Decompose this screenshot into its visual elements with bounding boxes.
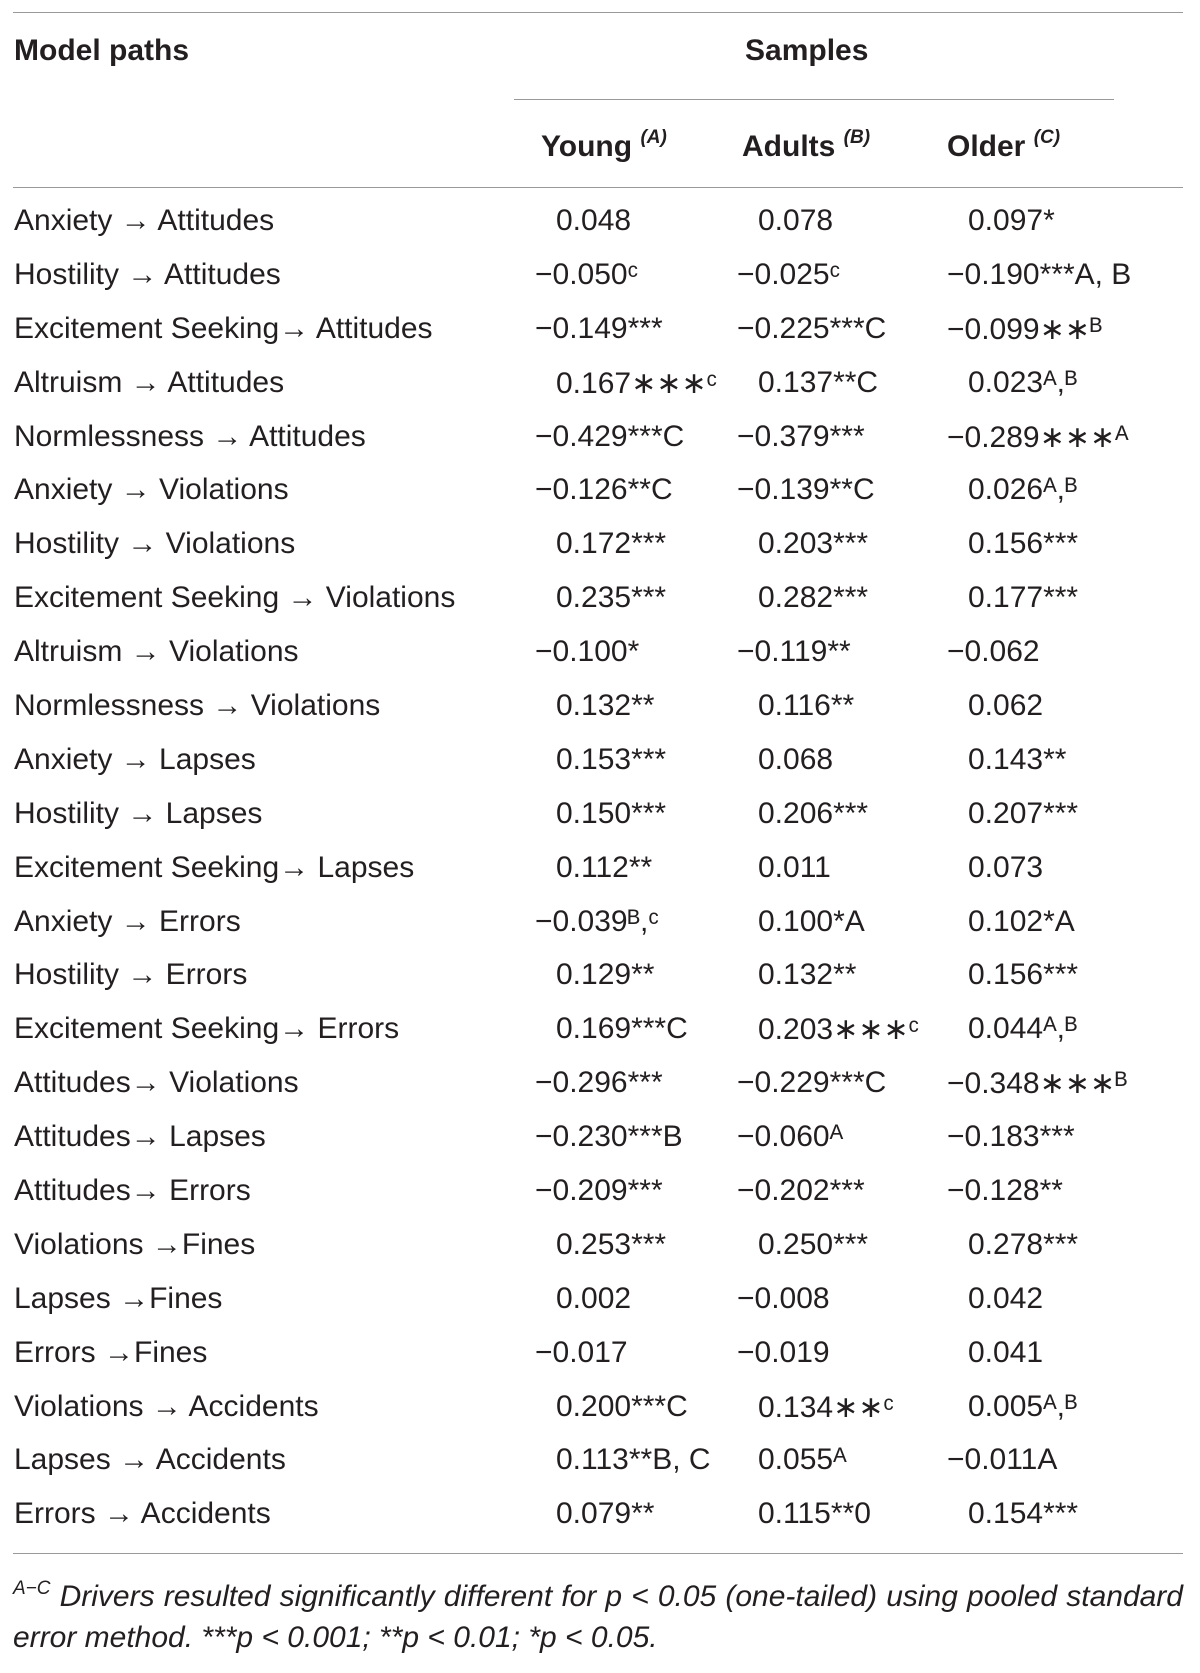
cell-young: 0.153*** bbox=[556, 742, 667, 776]
cell-model-path: Excitement Seeking → Violations bbox=[14, 581, 456, 615]
cell-adults: 0.116** bbox=[758, 689, 855, 723]
header-row-2 bbox=[13, 93, 1183, 187]
header-model-paths: Model paths bbox=[14, 34, 190, 67]
cell-model-path: Attitudes→ Lapses bbox=[14, 1120, 266, 1154]
cell-young: −0.296*** bbox=[535, 1066, 663, 1100]
cell-model-path: Altruism → Attitudes bbox=[14, 365, 285, 399]
table-row bbox=[13, 1274, 1183, 1328]
cell-adults: −0.008 bbox=[737, 1281, 830, 1315]
cell-older: −0.190***A, B bbox=[947, 257, 1132, 291]
cell-model-path: Violations →Fines bbox=[14, 1227, 256, 1261]
cell-model-path: Altruism → Violations bbox=[14, 635, 299, 669]
cell-adults: −0.202*** bbox=[737, 1174, 865, 1208]
cell-young: 0.235*** bbox=[556, 581, 667, 615]
cell-model-path: Excitement Seeking→ Lapses bbox=[14, 850, 415, 884]
header-row-1 bbox=[13, 13, 1183, 93]
table-row bbox=[13, 950, 1183, 1004]
cell-model-path: Violations → Accidents bbox=[14, 1389, 319, 1423]
cell-adults: 0.115**0 bbox=[758, 1497, 871, 1531]
header-older: Older $^{(C)}$ bbox=[947, 127, 1061, 163]
cell-adults: 0.203∗∗∗ᶜ bbox=[758, 1013, 920, 1047]
table-row bbox=[13, 1004, 1183, 1058]
cell-model-path: Anxiety → Attitudes bbox=[14, 204, 275, 237]
cell-older: 0.023ᴬ,ᴮ bbox=[968, 365, 1078, 399]
cell-model-path: Anxiety → Lapses bbox=[14, 742, 256, 776]
cell-model-path: Hostility → Lapses bbox=[14, 796, 263, 830]
table-row bbox=[13, 304, 1183, 358]
cell-older: −0.128** bbox=[947, 1174, 1063, 1208]
cell-adults: 0.100*A bbox=[758, 904, 865, 938]
cell-older: 0.041 bbox=[968, 1335, 1044, 1369]
cell-young: 0.113**B, C bbox=[556, 1443, 711, 1477]
cell-model-path: Anxiety → Errors bbox=[14, 904, 241, 938]
cell-young: −0.429***C bbox=[535, 419, 685, 453]
header-adults: Adults $^{(B)}$ bbox=[742, 127, 871, 163]
cell-young: 0.253*** bbox=[556, 1227, 667, 1261]
results-table bbox=[13, 12, 1183, 1658]
cell-adults: 0.132** bbox=[758, 958, 857, 992]
cell-young: 0.002 bbox=[556, 1281, 632, 1315]
cell-older: 0.005ᴬ,ᴮ bbox=[968, 1389, 1078, 1423]
cell-older: 0.207*** bbox=[968, 796, 1079, 830]
cell-young: 0.167∗∗∗ᶜ bbox=[556, 366, 718, 400]
cell-adults: −0.139**C bbox=[737, 473, 875, 507]
cell-young: 0.169***C bbox=[556, 1012, 688, 1046]
cell-model-path: Lapses →Fines bbox=[14, 1281, 223, 1315]
cell-adults: 0.055ᴬ bbox=[758, 1443, 847, 1477]
table-row bbox=[13, 573, 1183, 627]
cell-older: 0.097* bbox=[968, 204, 1055, 237]
cell-older: 0.026ᴬ,ᴮ bbox=[968, 473, 1078, 507]
cell-young: 0.150*** bbox=[556, 796, 667, 830]
cell-older: 0.102*A bbox=[968, 904, 1075, 938]
cell-adults: 0.206*** bbox=[758, 796, 869, 830]
cell-model-path: Attitudes→ Errors bbox=[14, 1174, 251, 1208]
table-row bbox=[13, 1166, 1183, 1220]
cell-young: −0.149*** bbox=[535, 311, 663, 345]
table-row bbox=[13, 1058, 1183, 1112]
table-row bbox=[13, 196, 1183, 250]
cell-adults: −0.019 bbox=[737, 1335, 830, 1369]
cell-older: 0.073 bbox=[968, 850, 1044, 884]
cell-young: −0.126**C bbox=[535, 473, 673, 507]
footnote-text: Drivers resulted significantly different for p < 0.05 (one-tailed) using pooled standard error method. ***p < 0.001; **p < 0.01; *p < 0.05. bbox=[13, 1580, 1183, 1655]
table-row bbox=[13, 1328, 1183, 1382]
cell-model-path: Anxiety → Violations bbox=[14, 473, 289, 507]
cell-adults: −0.060ᴬ bbox=[737, 1120, 844, 1154]
cell-model-path: Hostility → Attitudes bbox=[14, 257, 281, 291]
table-row bbox=[13, 1382, 1183, 1436]
cell-older: 0.062 bbox=[968, 689, 1044, 723]
cell-older: 0.156*** bbox=[968, 958, 1079, 992]
cell-young: 0.172*** bbox=[556, 527, 667, 561]
cell-adults: 0.282*** bbox=[758, 581, 869, 615]
table-row bbox=[13, 789, 1183, 843]
table-row bbox=[13, 1220, 1183, 1274]
cell-young: 0.200***C bbox=[556, 1389, 688, 1423]
cell-model-path: Normlessness → Violations bbox=[14, 689, 381, 723]
cell-model-path: Hostility → Violations bbox=[14, 527, 296, 561]
cell-model-path: Excitement Seeking→ Attitudes bbox=[14, 311, 433, 345]
table-row bbox=[13, 1435, 1183, 1489]
cell-adults: 0.134∗∗ᶜ bbox=[758, 1390, 894, 1424]
cell-model-path: Hostility → Errors bbox=[14, 958, 248, 992]
cell-older: −0.183*** bbox=[947, 1120, 1075, 1154]
cell-young: −0.017 bbox=[535, 1335, 628, 1369]
cell-young: 0.112** bbox=[556, 850, 653, 884]
cell-young: 0.048 bbox=[556, 204, 632, 237]
cell-older: 0.044ᴬ,ᴮ bbox=[968, 1012, 1078, 1046]
header-young: Young $^{(A)}$ bbox=[541, 127, 667, 163]
cell-adults: 0.250*** bbox=[758, 1227, 869, 1261]
cell-adults: 0.137**C bbox=[758, 365, 879, 399]
cell-older: 0.042 bbox=[968, 1281, 1044, 1315]
table-row bbox=[13, 897, 1183, 951]
cell-model-path: Normlessness → Attitudes bbox=[14, 419, 366, 453]
cell-adults: −0.119** bbox=[737, 635, 851, 669]
table-footnote bbox=[13, 1554, 1183, 1658]
cell-model-path: Lapses → Accidents bbox=[14, 1443, 286, 1477]
cell-adults: −0.025ᶜ bbox=[737, 257, 841, 291]
cell-older: −0.348∗∗∗ᴮ bbox=[947, 1067, 1128, 1101]
table-row bbox=[13, 627, 1183, 681]
table-row bbox=[13, 1112, 1183, 1166]
cell-older: 0.143** bbox=[968, 742, 1067, 776]
cell-older: −0.062 bbox=[947, 635, 1040, 669]
cell-young: −0.209*** bbox=[535, 1174, 663, 1208]
table-row bbox=[13, 250, 1183, 304]
cell-older: −0.289∗∗∗ᴬ bbox=[947, 420, 1129, 454]
cell-adults: −0.225***C bbox=[737, 311, 887, 345]
table-row bbox=[13, 735, 1183, 789]
table-row bbox=[13, 681, 1183, 735]
cell-older: −0.011A bbox=[947, 1443, 1058, 1477]
cell-adults: 0.078 bbox=[758, 204, 834, 237]
cell-older: 0.156*** bbox=[968, 527, 1079, 561]
cell-adults: −0.379*** bbox=[737, 419, 865, 453]
table-row bbox=[13, 1489, 1183, 1543]
cell-older: 0.278*** bbox=[968, 1227, 1079, 1261]
cell-young: −0.039ᴮ,ᶜ bbox=[535, 904, 659, 938]
cell-older: 0.177*** bbox=[968, 581, 1079, 615]
cell-model-path: Excitement Seeking→ Errors bbox=[14, 1012, 400, 1046]
footnote-superscript: A−C bbox=[13, 1578, 51, 1600]
cell-model-path: Attitudes→ Violations bbox=[14, 1066, 299, 1100]
table-row bbox=[13, 843, 1183, 897]
table-row bbox=[13, 519, 1183, 573]
cell-young: −0.230***B bbox=[535, 1120, 683, 1154]
cell-older: 0.154*** bbox=[968, 1497, 1079, 1531]
cell-young: −0.050ᶜ bbox=[535, 257, 639, 291]
cell-young: 0.129** bbox=[556, 958, 655, 992]
cell-young: 0.132** bbox=[556, 689, 655, 723]
cell-young: −0.100* bbox=[535, 635, 640, 669]
table-row bbox=[13, 465, 1183, 519]
cell-adults: −0.229***C bbox=[737, 1066, 887, 1100]
cell-adults: 0.203*** bbox=[758, 527, 869, 561]
header-samples: Samples bbox=[745, 34, 869, 67]
cell-adults: 0.011 bbox=[758, 850, 831, 884]
table-row bbox=[13, 358, 1183, 412]
cell-young: 0.079** bbox=[556, 1497, 655, 1531]
cell-model-path: Errors → Accidents bbox=[14, 1497, 271, 1531]
cell-adults: 0.068 bbox=[758, 742, 834, 776]
cell-older: −0.099∗∗ᴮ bbox=[947, 312, 1103, 346]
table-body bbox=[13, 188, 1183, 1543]
table-row bbox=[13, 412, 1183, 466]
cell-model-path: Errors →Fines bbox=[14, 1335, 208, 1369]
